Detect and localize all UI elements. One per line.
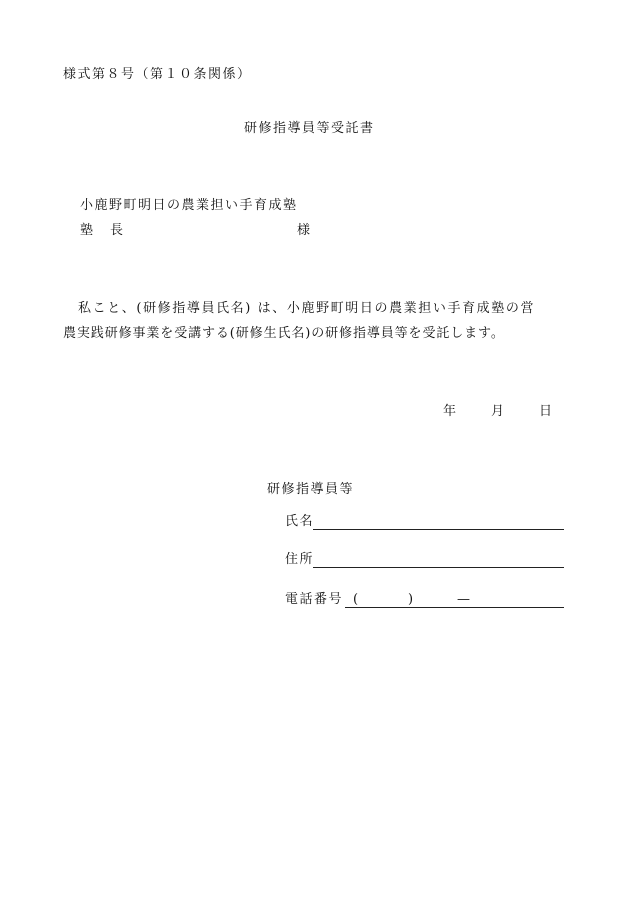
date-day-label: 日 — [539, 404, 553, 419]
address-label: 住所 — [285, 552, 315, 567]
name-label: 氏名 — [285, 514, 315, 529]
phone-open-paren: ( — [353, 592, 359, 607]
date-month-label: 月 — [491, 404, 505, 419]
name-underline — [313, 529, 564, 530]
phone-dash: — — [457, 592, 470, 607]
body-line-1: 私こと、(研修指導員氏名) は、小鹿野町明日の農業担い手育成塾の営 — [78, 301, 536, 316]
signer-heading: 研修指導員等 — [267, 482, 355, 497]
addressee-position-char-2: 長 — [110, 223, 124, 238]
addressee-honorific: 様 — [297, 223, 311, 238]
addressee-position-char-1: 塾 — [80, 223, 94, 238]
form-number: 様式第８号（第１０条関係） — [63, 67, 252, 82]
body-line-2: 農実践研修事業を受講する(研修生氏名)の研修指導員等を受託します。 — [63, 326, 505, 341]
addressee-organization: 小鹿野町明日の農業担い手育成塾 — [80, 198, 298, 213]
phone-close-paren: ) — [408, 592, 414, 607]
phone-label: 電話番号 — [285, 592, 344, 607]
document-title: 研修指導員等受託書 — [244, 121, 375, 136]
address-underline — [313, 567, 564, 568]
date-year-label: 年 — [443, 404, 457, 419]
phone-underline — [345, 607, 564, 608]
